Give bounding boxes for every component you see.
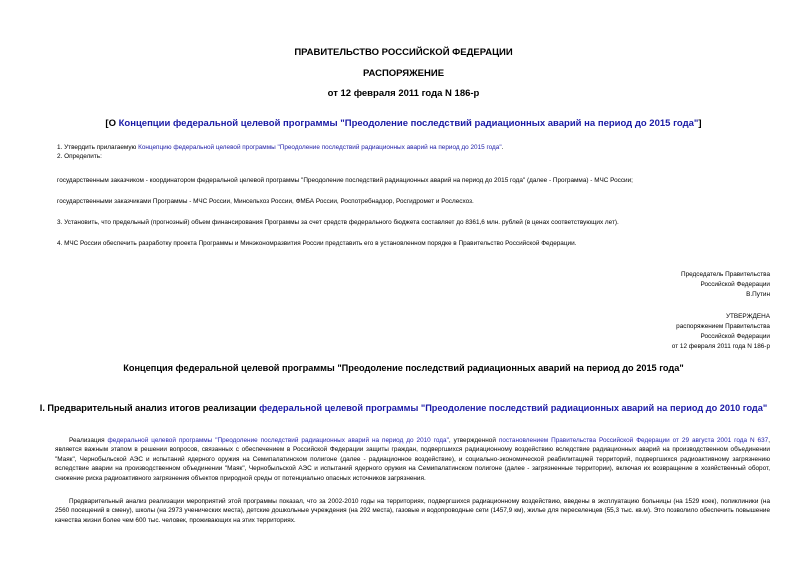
approved-line-3: Российской Федерации [700,333,770,340]
item-1 [57,143,757,152]
approved-line-4: от 12 февраля 2011 года N 186-р [671,343,770,350]
para-1-text-c: , является важным этапом в решении вопросов, связанных с обеспечением в Российской Федерации защиты граждан, подвергшихся радиационному воздействию вследствие радиационных аварий на производственном объединении "Маяк", Чернобыльской АЭС и испытаний ядерного оружия на Семипалатинском полигоне (далее - радиационное воздействие), и социально-экономической реабилитацией территорий, подвергшихся радиоактивному загрязнению вследствие аварии на производственном объединении "Маяк", Чернобыльской АЭС и испытаний ядерного оружия на Семипалатинском полигоне (далее - загрязненные территории), включая их возвращение в хозяйственный оборот, снижение риска радиоактивного загрязнения объектов природной среды от потенциально опасных источников загрязнения. [55,437,771,482]
item-4: 4. МЧС России обеспечить разработку проекта Программы и Минэкономразвития России представить его в установленном порядке в Правительство Российской Федерации. [57,240,577,247]
government-name: ПРАВИТЕЛЬСТВО РОССИЙСКОЙ ФЕДЕРАЦИИ [294,47,513,58]
document-title [0,118,807,129]
section-1-heading [0,403,807,413]
signature-line-2: Российской Федерации [700,281,770,288]
signature-block [530,270,770,300]
item-1-text: 1. Утвердить прилагаемую [57,144,139,151]
section-1-link[interactable]: федеральной целевой программы "Преодоление последствий радиационных аварий на период до 2010 года" [259,403,768,413]
item-1-link[interactable]: Концепцию федеральной целевой программы "Преодоление последствий радиационных аварий на период до 2015 года" [138,144,502,151]
paragraph-2: Предварительный анализ реализации мероприятий этой программы показал, что за 2002-2010 годы на территориях, подвергшихся радиационному воздействию, введены в эксплуатацию больницы (на 1529 коек), поликлиники (на 2560 посещений в смену), школы (на 2973 ученических места), детские дошкольные учреждения (на 292 места), газовые и водопроводные сети (1457,9 км), жилье для переселенцев (55,3 тыс. кв.м). Это позволило обеспечить повышение качества жизни более чем 600 тыс. человек, проживающих на этих территориях. [55,498,770,524]
paragraph-1 [55,436,770,483]
item-3: 3. Установить, что предельный (прогнозный) объем финансирования Программы за счет средств федерального бюджета составляет до 8361,6 млн. рублей (в ценах соответствующих лет). [57,219,619,226]
para-1-text-a: Реализация [69,437,108,444]
para-1-link-program[interactable]: федеральной целевой программы "Преодоление последствий радиационных аварий на период до 2010 года" [107,437,449,444]
approved-block [530,312,770,352]
concept-title: Концепция федеральной целевой программы "Преодоление последствий радиационных аварий на период до 2015 года" [123,363,684,373]
signature-line-3: В.Путин [746,291,770,298]
title-close-bracket: ] [698,118,702,129]
state-customers-line: государственными заказчиками Программы - МЧС России, Минсельхоз России, ФМБА России, Роспотребнадзор, Росгидромет и Рослесхоз. [57,198,474,205]
item-2: 2. Определить: [57,153,102,160]
signature-line-1: Председатель Правительства [681,271,770,278]
para-1-text-b: , утвержденной [448,437,499,444]
para-1-link-decree[interactable]: постановлением Правительства Российской Федерации от 29 августа 2001 года N 637 [498,437,769,444]
approved-line-1: УТВЕРЖДЕНА [725,313,770,320]
title-link[interactable]: Концепции федеральной целевой программы "Преодоление последствий радиационных аварий на период до 2015 года" [118,118,699,129]
section-1-prefix: I. Предварительный анализ итогов реализации [39,403,260,413]
title-open-bracket: [О [105,118,119,129]
document-type: РАСПОРЯЖЕНИЕ [362,68,445,79]
state-customer-line: государственным заказчиком - координатором федеральной целевой программы "Преодоление последствий радиационных аварий на период до 2015 года" (далее - Программа) - МЧС России; [57,177,633,184]
document-date-number: от 12 февраля 2011 года N 186-р [327,88,480,99]
approved-line-2: распоряжением Правительства [676,323,770,330]
item-1-suffix: . [501,144,504,151]
